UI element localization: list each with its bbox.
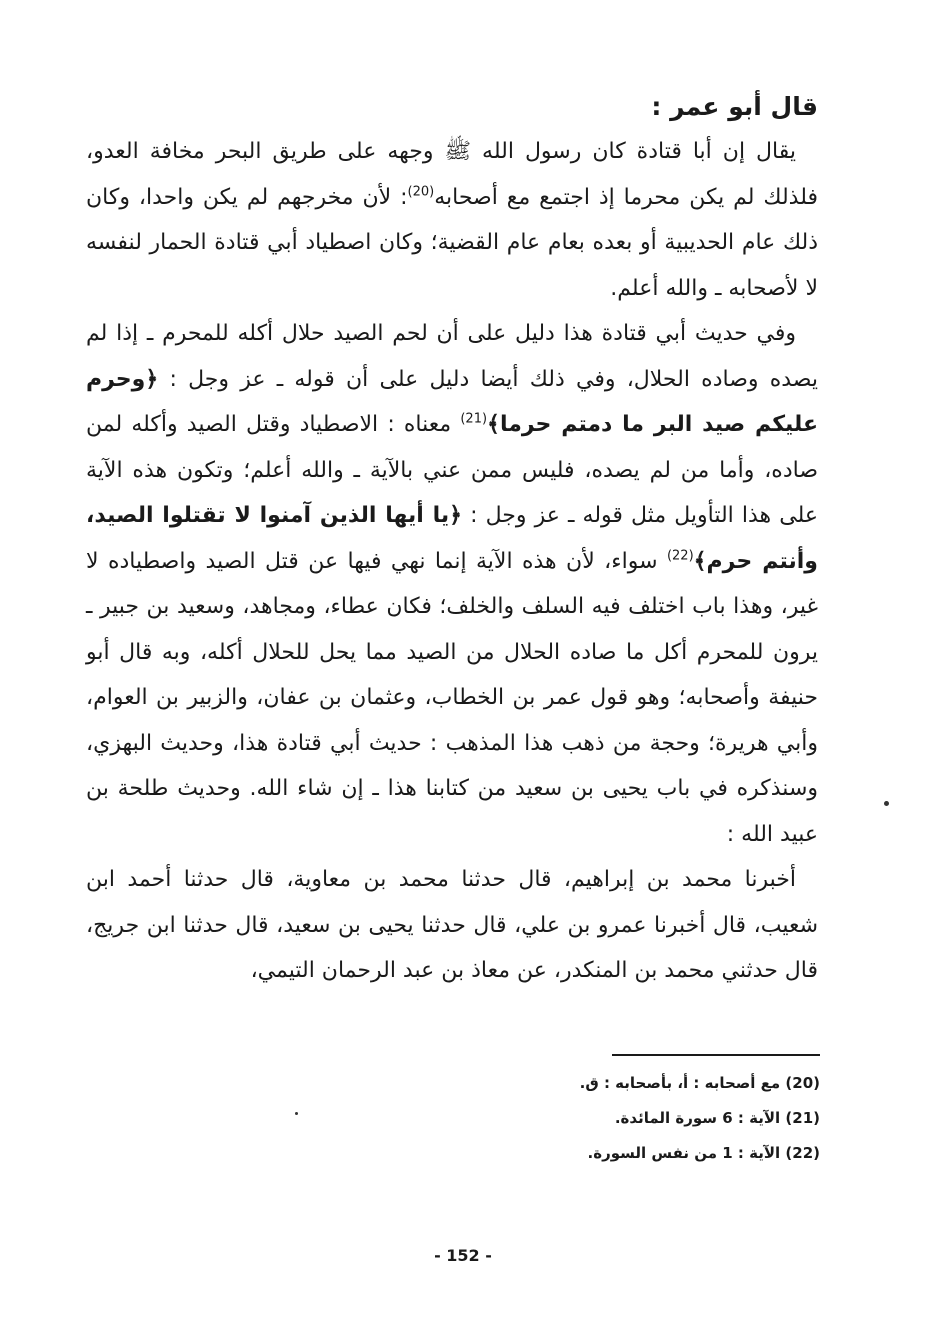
scan-speck: [884, 801, 889, 806]
footnote-ref-22: (22): [666, 548, 694, 564]
section-heading: قال أبو عمر :: [651, 92, 818, 121]
paragraph-1: [86, 129, 818, 311]
quran-verse-2: ﴿يا أيها الذين آمنوا لا تقتلوا الصيد، وأنتم حرم﴾: [86, 503, 818, 574]
footnote-22: (22) الآية : 1 من نفس السورة.: [587, 1144, 820, 1162]
paragraph-2-text: وفي حديث أبي قتادة هذا دليل على أن لحم الصيد حلال أكله للمحرم ـ إذا لم يصده وصاده الحلال، وفي ذلك أيضا دليل على أن قوله ـ عز وجل :: [86, 321, 818, 392]
paragraph-2-text-final: سواء، لأن هذه الآية إنما نهي فيها عن قتل الصيد واصطياده لا غير، وهذا باب اختلف فيه السلف والخلف؛ فكان عطاء، ومجاهد، وسعيد بن جبير ـ يرون للمحرم أكل ما صاده الحلال من الصيد مما يحل للحلال أكله، وبه قال أبو حنيفة وأصحابه؛ وهو قول عمر بن الخطاب، وعثمان بن عفان، والزبير بن العوام، وأبي هريرة؛ وحجة من ذهب هذا المذهب : حديث أبي قتادة هذا، وحديث البهزي، وسنذكره في باب يحيى بن سعيد من كتابنا هذا ـ إن شاء الله. وحديث طلحة بن عبيد الله :: [86, 548, 818, 847]
footnote-21: (21) الآية : 6 سورة المائدة.: [614, 1109, 820, 1127]
footnotes: [420, 1066, 820, 1171]
footnote-20: (20) مع أصحابه : أ، بأصحابه : ق.: [579, 1074, 820, 1092]
paragraph-2-text-continued: معناه : الاصطياد وقتل الصيد وأكله لمن صاده، وأما من لم يصده، فليس ممن عني بالآية ـ والله أعلم؛ وتكون هذه الآية على هذا التأويل مثل قوله ـ عز وجل :: [86, 412, 818, 528]
quran-verse-1: ﴿وحرم عليكم صيد البر ما دمتم حرما﴾: [86, 366, 818, 437]
main-text: [86, 84, 818, 994]
paragraph-3: [86, 857, 818, 994]
scan-speck: [295, 1112, 298, 1115]
paragraph-2: [86, 311, 818, 857]
footnote-separator: [612, 1054, 820, 1056]
footnote-ref-21: (21): [460, 411, 488, 427]
paragraph-3-text: أخبرنا محمد بن إبراهيم، قال حدثنا محمد بن معاوية، قال حدثنا أحمد ابن شعيب، قال أخبرنا عمرو بن علي، قال حدثنا يحيى بن سعيد، قال حدثنا ابن جريج، قال حدثني محمد بن المنكدر، عن معاذ بن عبد الرحمان التيمي،: [86, 867, 818, 983]
page-number: - 152 -: [434, 1246, 492, 1265]
footnote-ref-20: (20): [407, 184, 435, 200]
paragraph-1-text: يقال إن أبا قتادة كان رسول الله ﷺ وجهه على طريق البحر مخافة العدو، فلذلك لم يكن محرما إذ اجتمع مع أصحابه: [86, 139, 818, 210]
paragraph-1-text-continued: : لأن مخرجهم لم يكن واحدا، وكان ذلك عام الحديبية أو بعده بعام عام القضية؛ وكان اصطياد أبي قتادة الحمار لنفسه لا لأصحابه ـ والله أعلم.: [86, 184, 818, 301]
